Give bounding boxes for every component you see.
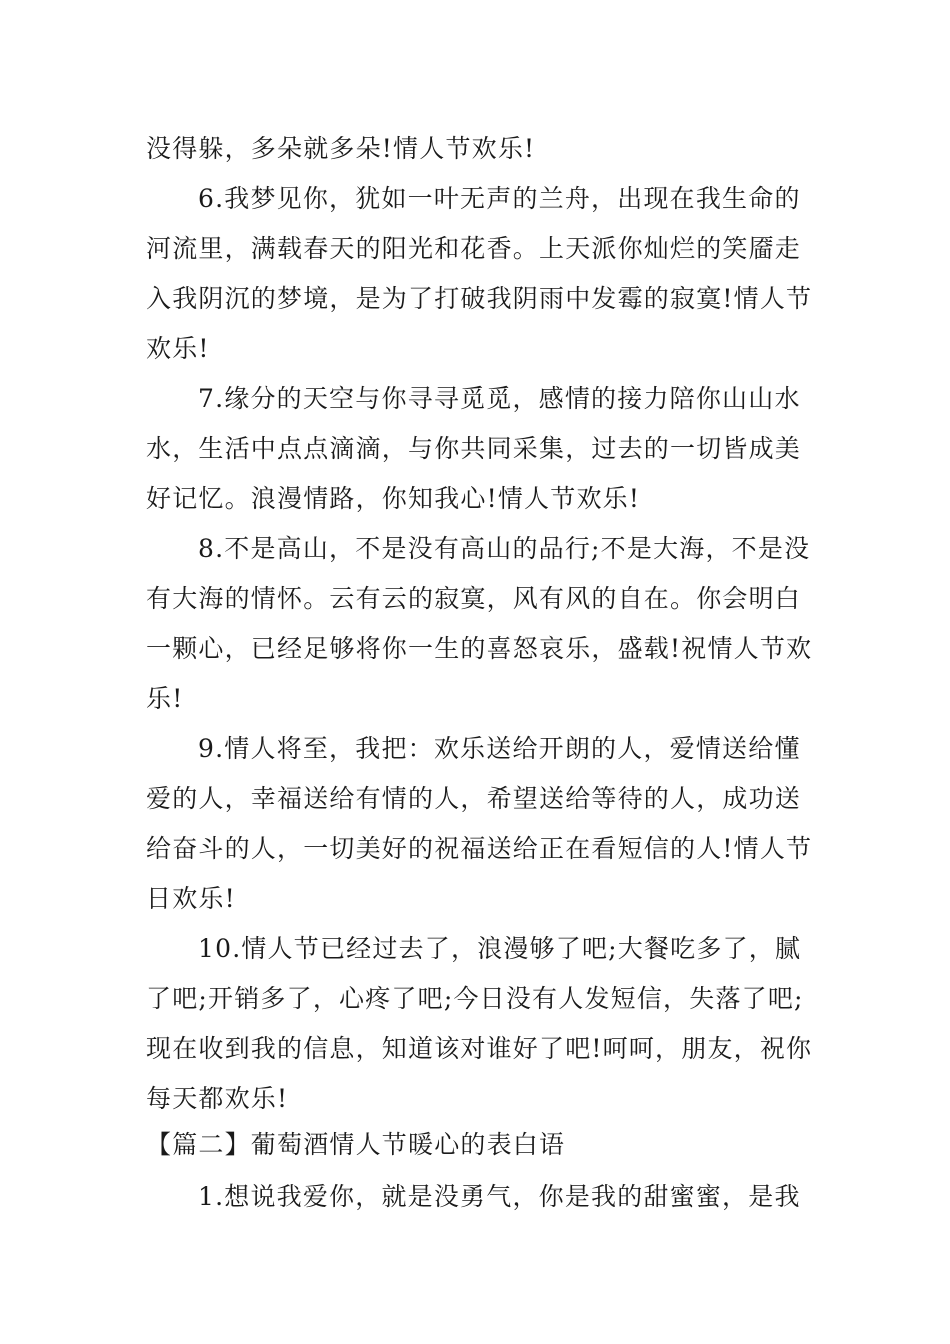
text-line: 没得躲，多朵就多朵!情人节欢乐! (146, 134, 536, 163)
text-line: 河流里，满载春天的阳光和花香。上天派你灿烂的笑靥走 (146, 234, 802, 263)
text-line: 每天都欢乐! (146, 1084, 289, 1113)
item-1-line: 1.想说我爱你，就是没勇气，你是我的甜蜜蜜，是我 (198, 1182, 801, 1211)
item-6-line: 6.我梦见你，犹如一叶无声的兰舟，出现在我生命的 (198, 184, 801, 213)
item-10-line: 10.情人节已经过去了，浪漫够了吧;大餐吃多了，腻 (198, 934, 802, 963)
text-line: 乐! (146, 684, 184, 713)
text-line: 日欢乐! (146, 884, 236, 913)
text-line: 一颗心，已经足够将你一生的喜怒哀乐，盛载!祝情人节欢 (146, 634, 813, 663)
text-line: 入我阴沉的梦境，是为了打破我阴雨中发霉的寂寞!情人节 (146, 284, 813, 313)
text-line: 了吧;开销多了，心疼了吧;今日没有人发短信，失落了吧; (146, 984, 804, 1013)
text-line: 现在收到我的信息，知道该对谁好了吧!呵呵，朋友，祝你 (146, 1034, 813, 1063)
text-line: 有大海的情怀。云有云的寂寞，风有风的自在。你会明白 (146, 584, 802, 613)
item-9-line: 9.情人将至，我把：欢乐送给开朗的人，爱情送给懂 (198, 734, 801, 763)
text-line: 水，生活中点点滴滴，与你共同采集，过去的一切皆成美 (146, 434, 802, 463)
item-7-line: 7.缘分的天空与你寻寻觅觅，感情的接力陪你山山水 (198, 384, 801, 413)
item-8-line: 8.不是高山，不是没有高山的品行;不是大海，不是没 (198, 534, 811, 563)
text-line: 欢乐! (146, 334, 210, 363)
section-heading: 【篇二】葡萄酒情人节暖心的表白语 (146, 1130, 566, 1159)
text-line: 给奋斗的人，一切美好的祝福送给正在看短信的人!情人节 (146, 834, 813, 863)
text-line: 爱的人，幸福送给有情的人，希望送给等待的人，成功送 (146, 784, 802, 813)
text-line: 好记忆。浪漫情路，你知我心!情人节欢乐! (146, 484, 641, 513)
